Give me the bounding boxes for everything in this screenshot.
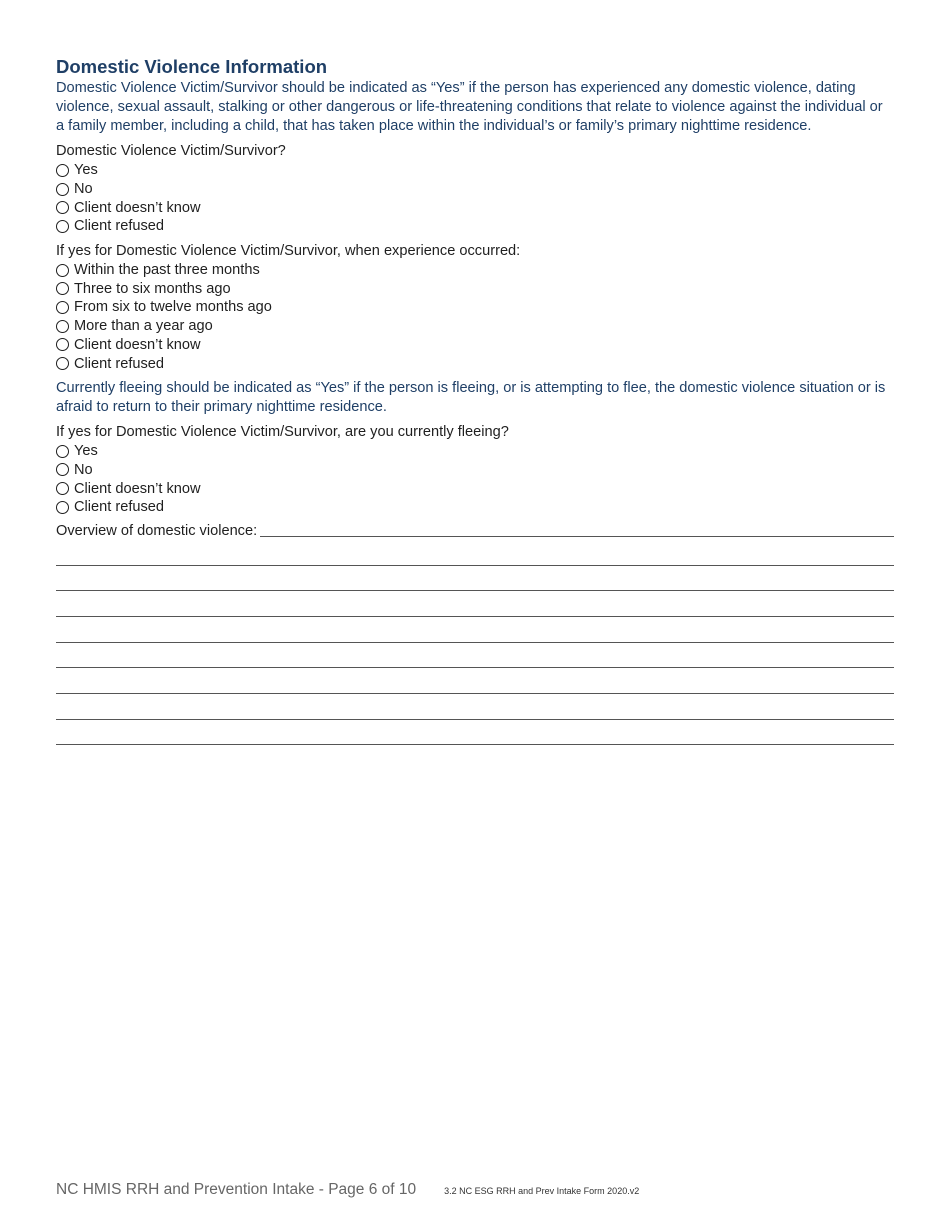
dv-when-option-refused[interactable] [56,354,894,373]
radio-icon[interactable] [56,220,69,233]
radio-icon[interactable] [56,445,69,458]
radio-icon[interactable] [56,320,69,333]
option-label: From six to twelve months ago [74,299,272,316]
dv-victim-question: Domestic Violence Victim/Survivor? [56,143,286,159]
page-footer [56,1181,639,1199]
overview-field[interactable] [56,522,894,745]
footer-page-number: NC HMIS RRH and Prevention Intake - Page 6 of 10 [56,1181,417,1198]
fleeing-option-yes[interactable] [56,442,894,461]
dv-victim-option-no[interactable] [56,180,894,199]
option-label: Client doesn’t know [74,336,201,353]
dv-when-option-doesnt-know[interactable] [56,336,894,355]
fleeing-options [56,442,894,517]
dv-victim-option-yes[interactable] [56,161,894,180]
radio-icon[interactable] [56,164,69,177]
fleeing-option-no[interactable] [56,461,894,480]
radio-icon[interactable] [56,357,69,370]
radio-icon[interactable] [56,338,69,351]
overview-write-line[interactable] [56,694,894,720]
dv-victim-option-doesnt-know[interactable] [56,198,894,217]
overview-write-line[interactable] [56,617,894,643]
overview-write-line[interactable] [56,643,894,668]
option-label: Yes [74,443,98,460]
option-label: Within the past three months [74,262,260,279]
overview-write-line[interactable] [56,591,894,617]
dv-when-option-three-to-six[interactable] [56,279,894,298]
option-label: Client refused [74,355,165,372]
option-label: Client doesn’t know [74,199,201,216]
overview-write-line[interactable] [260,536,894,537]
dv-definition-note: Domestic Violence Victim/Survivor should be indicated as “Yes” if the person has experienced any domestic violence, dating violence, sexual assault, stalking or other dangerous or life-threatening conditions that relate to violence against the individual or a family member, including a child, that has taken place within the individual’s or family’s primary nighttime residence. [56,80,883,134]
option-label: Client refused [74,499,165,516]
fleeing-definition-note: Currently fleeing should be indicated as “Yes” if the person is fleeing, or is attempting to flee, the domestic violence situation or is afraid to return to their primary nighttime residence. [56,379,886,415]
overview-write-line[interactable] [56,566,894,591]
dv-victim-option-refused[interactable] [56,217,894,236]
radio-icon[interactable] [56,201,69,214]
option-label: No [74,461,93,478]
dv-when-question: If yes for Domestic Violence Victim/Survivor, when experience occurred: [56,242,521,259]
overview-write-line[interactable] [56,668,894,694]
radio-icon[interactable] [56,183,69,196]
fleeing-question: If yes for Domestic Violence Victim/Survivor, are you currently fleeing? [56,423,509,440]
option-label: Client doesn’t know [74,480,201,497]
radio-icon[interactable] [56,482,69,495]
radio-icon[interactable] [56,463,69,476]
footer-form-version: 3.2 NC ESG RRH and Prev Intake Form 2020.v2 [444,1186,640,1196]
dv-when-options [56,261,894,373]
dv-when-option-more-than-year[interactable] [56,317,894,336]
option-label: Client refused [74,218,165,235]
option-label: Three to six months ago [74,280,231,297]
section-title: Domestic Violence Information [56,56,328,77]
fleeing-option-doesnt-know[interactable] [56,479,894,498]
overview-write-line[interactable] [56,720,894,745]
dv-when-option-past-three-months[interactable] [56,261,894,280]
dv-when-option-six-to-twelve[interactable] [56,298,894,317]
fleeing-option-refused[interactable] [56,498,894,517]
option-label: More than a year ago [74,318,213,335]
radio-icon[interactable] [56,501,69,514]
dv-victim-options [56,161,894,236]
option-label: Yes [74,162,98,179]
overview-label: Overview of domestic violence: [56,522,258,539]
option-label: No [74,181,93,198]
overview-write-line[interactable] [56,540,894,566]
form-page [56,56,894,745]
radio-icon[interactable] [56,264,69,277]
radio-icon[interactable] [56,282,69,295]
radio-icon[interactable] [56,301,69,314]
